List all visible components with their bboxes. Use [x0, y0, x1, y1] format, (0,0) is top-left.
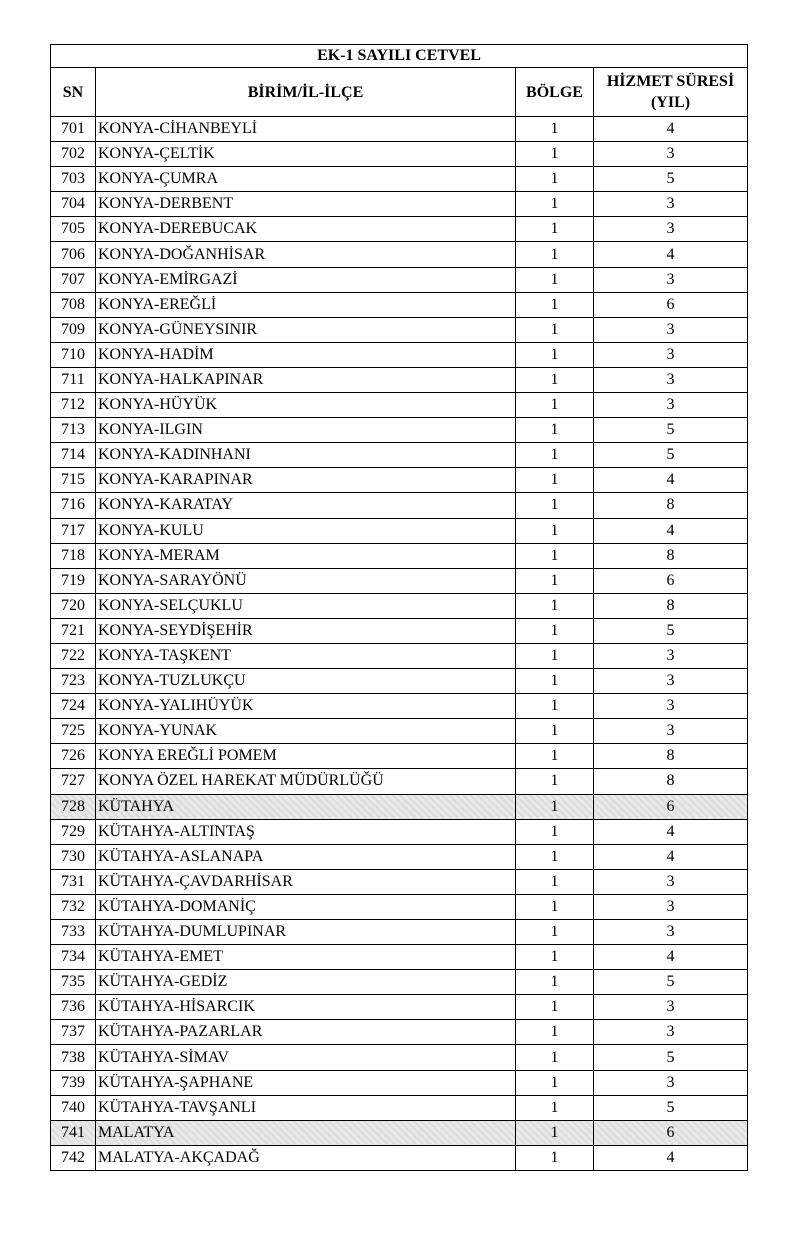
- row-birim: KONYA-ÇELTİK: [96, 142, 516, 167]
- row-hizmet-suresi: 3: [594, 192, 748, 217]
- row-sn: 739: [51, 1070, 96, 1095]
- row-bolge: 1: [516, 367, 594, 392]
- row-hizmet-suresi: 4: [594, 1145, 748, 1170]
- table-row: [51, 694, 748, 719]
- header-hizmet-suresi: HİZMET SÜRESİ (YIL): [594, 68, 748, 117]
- row-bolge: 1: [516, 468, 594, 493]
- row-birim: KONYA EREĞLİ POMEM: [96, 744, 516, 769]
- row-birim: KONYA-HALKAPINAR: [96, 367, 516, 392]
- row-birim: KONYA-TAŞKENT: [96, 643, 516, 668]
- row-birim: KONYA-KADINHANI: [96, 443, 516, 468]
- row-sn: 709: [51, 317, 96, 342]
- row-bolge: 1: [516, 1145, 594, 1170]
- table-row: [51, 744, 748, 769]
- row-birim: KONYA-DOĞANHİSAR: [96, 242, 516, 267]
- table-row: [51, 267, 748, 292]
- row-birim: KONYA-HÜYÜK: [96, 393, 516, 418]
- table-row: [51, 995, 748, 1020]
- row-sn: 704: [51, 192, 96, 217]
- row-sn: 715: [51, 468, 96, 493]
- header-birim: BİRİM/İL-İLÇE: [96, 68, 516, 117]
- table-row: [51, 945, 748, 970]
- row-sn: 716: [51, 493, 96, 518]
- row-sn: 701: [51, 117, 96, 142]
- row-sn: 735: [51, 970, 96, 995]
- row-birim: KONYA-KARATAY: [96, 493, 516, 518]
- row-hizmet-suresi: 4: [594, 242, 748, 267]
- row-sn: 711: [51, 367, 96, 392]
- row-hizmet-suresi: 6: [594, 1120, 748, 1145]
- row-hizmet-suresi: 3: [594, 1070, 748, 1095]
- row-hizmet-suresi: 3: [594, 267, 748, 292]
- row-sn: 732: [51, 894, 96, 919]
- row-bolge: 1: [516, 1095, 594, 1120]
- row-birim: KÜTAHYA-TAVŞANLI: [96, 1095, 516, 1120]
- row-hizmet-suresi: 3: [594, 142, 748, 167]
- row-sn: 742: [51, 1145, 96, 1170]
- table-row: [51, 1070, 748, 1095]
- row-sn: 734: [51, 945, 96, 970]
- row-bolge: 1: [516, 719, 594, 744]
- row-hizmet-suresi: 6: [594, 292, 748, 317]
- row-birim: KONYA-ILGIN: [96, 418, 516, 443]
- row-birim: MALATYA: [96, 1120, 516, 1145]
- row-hizmet-suresi: 3: [594, 995, 748, 1020]
- table-row: [51, 568, 748, 593]
- row-sn: 723: [51, 669, 96, 694]
- header-sn: SN: [51, 68, 96, 117]
- row-bolge: 1: [516, 1120, 594, 1145]
- table-row: [51, 117, 748, 142]
- row-birim: KÜTAHYA-PAZARLAR: [96, 1020, 516, 1045]
- table-row: [51, 1145, 748, 1170]
- row-birim: KÜTAHYA-GEDİZ: [96, 970, 516, 995]
- row-bolge: 1: [516, 543, 594, 568]
- row-sn: 721: [51, 618, 96, 643]
- table-row: [51, 920, 748, 945]
- row-sn: 728: [51, 794, 96, 819]
- table-row: [51, 418, 748, 443]
- row-sn: 707: [51, 267, 96, 292]
- row-sn: 719: [51, 568, 96, 593]
- row-birim: KONYA-KARAPINAR: [96, 468, 516, 493]
- row-bolge: 1: [516, 794, 594, 819]
- row-bolge: 1: [516, 945, 594, 970]
- row-hizmet-suresi: 5: [594, 167, 748, 192]
- row-bolge: 1: [516, 894, 594, 919]
- row-birim: MALATYA-AKÇADAĞ: [96, 1145, 516, 1170]
- row-sn: 730: [51, 844, 96, 869]
- table-row: [51, 493, 748, 518]
- row-bolge: 1: [516, 267, 594, 292]
- table-row: [51, 844, 748, 869]
- cetvel-table: [50, 44, 748, 1171]
- row-hizmet-suresi: 4: [594, 518, 748, 543]
- row-hizmet-suresi: 4: [594, 945, 748, 970]
- row-sn: 729: [51, 819, 96, 844]
- row-hizmet-suresi: 3: [594, 317, 748, 342]
- row-sn: 710: [51, 342, 96, 367]
- row-hizmet-suresi: 5: [594, 443, 748, 468]
- row-bolge: 1: [516, 970, 594, 995]
- row-bolge: 1: [516, 618, 594, 643]
- row-sn: 741: [51, 1120, 96, 1145]
- row-sn: 714: [51, 443, 96, 468]
- row-bolge: 1: [516, 167, 594, 192]
- row-hizmet-suresi: 4: [594, 819, 748, 844]
- row-bolge: 1: [516, 1045, 594, 1070]
- table-row: [51, 869, 748, 894]
- row-birim: KONYA-SARAYÖNÜ: [96, 568, 516, 593]
- table-row: [51, 794, 748, 819]
- row-sn: 737: [51, 1020, 96, 1045]
- row-hizmet-suresi: 3: [594, 1020, 748, 1045]
- row-birim: KÜTAHYA-ÇAVDARHİSAR: [96, 869, 516, 894]
- row-birim: KÜTAHYA-DUMLUPINAR: [96, 920, 516, 945]
- row-sn: 726: [51, 744, 96, 769]
- row-sn: 738: [51, 1045, 96, 1070]
- row-bolge: 1: [516, 217, 594, 242]
- row-hizmet-suresi: 4: [594, 117, 748, 142]
- row-sn: 720: [51, 593, 96, 618]
- row-sn: 731: [51, 869, 96, 894]
- row-birim: KONYA-GÜNEYSINIR: [96, 317, 516, 342]
- row-birim: KÜTAHYA: [96, 794, 516, 819]
- row-birim: KÜTAHYA-DOMANİÇ: [96, 894, 516, 919]
- table-row: [51, 217, 748, 242]
- row-sn: 702: [51, 142, 96, 167]
- row-bolge: 1: [516, 342, 594, 367]
- row-bolge: 1: [516, 819, 594, 844]
- row-bolge: 1: [516, 518, 594, 543]
- table-row: [51, 142, 748, 167]
- row-birim: KONYA-SELÇUKLU: [96, 593, 516, 618]
- row-birim: KONYA-DERBENT: [96, 192, 516, 217]
- row-hizmet-suresi: 5: [594, 1045, 748, 1070]
- row-hizmet-suresi: 3: [594, 694, 748, 719]
- row-birim: KÜTAHYA-ŞAPHANE: [96, 1070, 516, 1095]
- table-row: [51, 1120, 748, 1145]
- row-bolge: 1: [516, 694, 594, 719]
- row-sn: 722: [51, 643, 96, 668]
- row-hizmet-suresi: 3: [594, 367, 748, 392]
- row-sn: 725: [51, 719, 96, 744]
- row-hizmet-suresi: 5: [594, 1095, 748, 1120]
- row-sn: 712: [51, 393, 96, 418]
- row-hizmet-suresi: 6: [594, 794, 748, 819]
- table-body: [51, 117, 748, 1171]
- row-bolge: 1: [516, 443, 594, 468]
- row-birim: KONYA-DEREBUCAK: [96, 217, 516, 242]
- row-bolge: 1: [516, 920, 594, 945]
- row-bolge: 1: [516, 669, 594, 694]
- row-hizmet-suresi: 3: [594, 894, 748, 919]
- row-hizmet-suresi: 3: [594, 393, 748, 418]
- table-row: [51, 192, 748, 217]
- row-sn: 703: [51, 167, 96, 192]
- row-bolge: 1: [516, 995, 594, 1020]
- row-birim: KONYA-SEYDİŞEHİR: [96, 618, 516, 643]
- table-row: [51, 543, 748, 568]
- row-birim: KÜTAHYA-ASLANAPA: [96, 844, 516, 869]
- table-row: [51, 167, 748, 192]
- row-hizmet-suresi: 6: [594, 568, 748, 593]
- row-hizmet-suresi: 4: [594, 468, 748, 493]
- table-row: [51, 1020, 748, 1045]
- row-bolge: 1: [516, 493, 594, 518]
- row-birim: KÜTAHYA-SİMAV: [96, 1045, 516, 1070]
- table-row: [51, 367, 748, 392]
- table-row: [51, 719, 748, 744]
- row-bolge: 1: [516, 643, 594, 668]
- row-birim: KONYA-MERAM: [96, 543, 516, 568]
- row-hizmet-suresi: 3: [594, 920, 748, 945]
- row-birim: KÜTAHYA-EMET: [96, 945, 516, 970]
- row-hizmet-suresi: 3: [594, 719, 748, 744]
- table-row: [51, 443, 748, 468]
- table-row: [51, 317, 748, 342]
- table-row: [51, 894, 748, 919]
- row-birim: KONYA-KULU: [96, 518, 516, 543]
- row-hizmet-suresi: 3: [594, 217, 748, 242]
- table-row: [51, 669, 748, 694]
- row-sn: 718: [51, 543, 96, 568]
- row-hizmet-suresi: 4: [594, 844, 748, 869]
- row-hizmet-suresi: 5: [594, 618, 748, 643]
- row-bolge: 1: [516, 869, 594, 894]
- row-hizmet-suresi: 8: [594, 593, 748, 618]
- table-title: EK-1 SAYILI CETVEL: [51, 45, 748, 68]
- row-hizmet-suresi: 3: [594, 869, 748, 894]
- row-bolge: 1: [516, 844, 594, 869]
- row-bolge: 1: [516, 593, 594, 618]
- row-birim: KONYA-YALIHÜYÜK: [96, 694, 516, 719]
- header-row: [51, 68, 748, 117]
- table-row: [51, 769, 748, 794]
- row-hizmet-suresi: 3: [594, 643, 748, 668]
- table-row: [51, 643, 748, 668]
- row-bolge: 1: [516, 242, 594, 267]
- row-bolge: 1: [516, 192, 594, 217]
- row-bolge: 1: [516, 568, 594, 593]
- table-row: [51, 1095, 748, 1120]
- table-row: [51, 468, 748, 493]
- row-sn: 705: [51, 217, 96, 242]
- table-row: [51, 593, 748, 618]
- table-row: [51, 1045, 748, 1070]
- row-birim: KONYA ÖZEL HAREKAT MÜDÜRLÜĞÜ: [96, 769, 516, 794]
- table-row: [51, 970, 748, 995]
- table-row: [51, 242, 748, 267]
- row-hizmet-suresi: 3: [594, 342, 748, 367]
- row-hizmet-suresi: 8: [594, 543, 748, 568]
- row-bolge: 1: [516, 117, 594, 142]
- row-hizmet-suresi: 5: [594, 418, 748, 443]
- row-birim: KONYA-CİHANBEYLİ: [96, 117, 516, 142]
- row-birim: KONYA-HADİM: [96, 342, 516, 367]
- row-sn: 706: [51, 242, 96, 267]
- row-bolge: 1: [516, 142, 594, 167]
- row-sn: 736: [51, 995, 96, 1020]
- row-hizmet-suresi: 5: [594, 970, 748, 995]
- row-sn: 724: [51, 694, 96, 719]
- row-sn: 727: [51, 769, 96, 794]
- row-hizmet-suresi: 8: [594, 744, 748, 769]
- row-birim: KONYA-EMİRGAZİ: [96, 267, 516, 292]
- title-row: [51, 45, 748, 68]
- table-row: [51, 292, 748, 317]
- row-bolge: 1: [516, 393, 594, 418]
- row-hizmet-suresi: 8: [594, 493, 748, 518]
- row-birim: KONYA-YUNAK: [96, 719, 516, 744]
- table-row: [51, 518, 748, 543]
- row-bolge: 1: [516, 1070, 594, 1095]
- row-birim: KONYA-TUZLUKÇU: [96, 669, 516, 694]
- row-birim: KONYA-EREĞLİ: [96, 292, 516, 317]
- table-row: [51, 342, 748, 367]
- row-hizmet-suresi: 3: [594, 669, 748, 694]
- row-birim: KÜTAHYA-ALTINTAŞ: [96, 819, 516, 844]
- row-sn: 713: [51, 418, 96, 443]
- table-row: [51, 393, 748, 418]
- table-row: [51, 618, 748, 643]
- row-bolge: 1: [516, 317, 594, 342]
- row-hizmet-suresi: 8: [594, 769, 748, 794]
- row-bolge: 1: [516, 1020, 594, 1045]
- row-sn: 708: [51, 292, 96, 317]
- row-sn: 717: [51, 518, 96, 543]
- row-sn: 733: [51, 920, 96, 945]
- row-bolge: 1: [516, 292, 594, 317]
- header-bolge: BÖLGE: [516, 68, 594, 117]
- row-birim: KÜTAHYA-HİSARCIK: [96, 995, 516, 1020]
- row-bolge: 1: [516, 744, 594, 769]
- table-row: [51, 819, 748, 844]
- row-bolge: 1: [516, 418, 594, 443]
- row-sn: 740: [51, 1095, 96, 1120]
- row-bolge: 1: [516, 769, 594, 794]
- row-birim: KONYA-ÇUMRA: [96, 167, 516, 192]
